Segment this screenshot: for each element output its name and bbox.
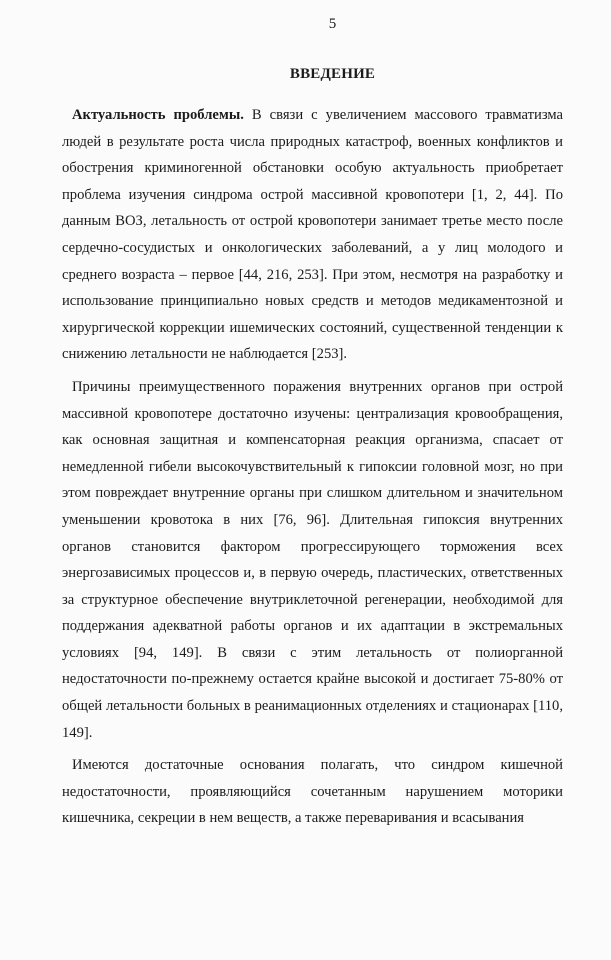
paragraph-lead: Актуальность проблемы. (72, 107, 244, 123)
paragraph-text: Причины преимущественного поражения внутренних органов при острой массивной кровопотере достаточно изучены: централизация кровообращения, как основная защитная и компенсаторная реакция организма, спасает от немедленной гибели высокочувствительный к гипоксии головной мозг, но при этом повреждает внутренние органы при слишком длительном и значительном уменьшении кровотока в них [76, 96]. Длительная гипоксия внутренних органов становится фактором прогрессирующего торможения всех энергозависимых процессов и, в первую очередь, пластических, ответственных за структурное обеспечение внутриклеточной регенерации, необходимой для поддержания адекватной работы органов и их адаптации в экстремальных условиях [94, 149]. В связи с этим летальность от полиорганной недостаточности по-прежнему остается крайне высокой и достигает 75-80% от общей летальности больных в реанимационных отделениях и стационарах [110, 149]. (62, 378, 563, 741)
paragraph-causes (62, 374, 563, 746)
paragraph-relevance (62, 102, 563, 368)
page-number: 5 (328, 16, 337, 32)
paragraph-text: Имеются достаточные основания полагать, что синдром кишечной недостаточности, проявляющийся сочетанным нарушением моторики кишечника, секреции в нем веществ, а также переваривания и всасывания (62, 757, 563, 827)
paragraph-syndrome (62, 752, 563, 832)
section-heading: ВВЕДЕНИЕ (289, 66, 376, 82)
paragraph-text: В связи с увеличением массового травматизма людей в результате роста числа природных катастроф, военных конфликтов и обострения криминогенной обстановки особую актуальность приобретает проблема изучения синдрома острой массивной кровопотери [1, 2, 44]. По данным ВОЗ, летальность от острой кровопотери занимает третье место после сердечно-сосудистых и онкологических заболеваний, а у лиц молодого и среднего возраста – первое [44, 216, 253]. При этом, несмотря на разработку и использование принципиально новых средств и методов медикаментозной и хирургической коррекции ишемических состояний, существенной тенденции к снижению летальности не наблюдается [253]. (62, 107, 564, 363)
